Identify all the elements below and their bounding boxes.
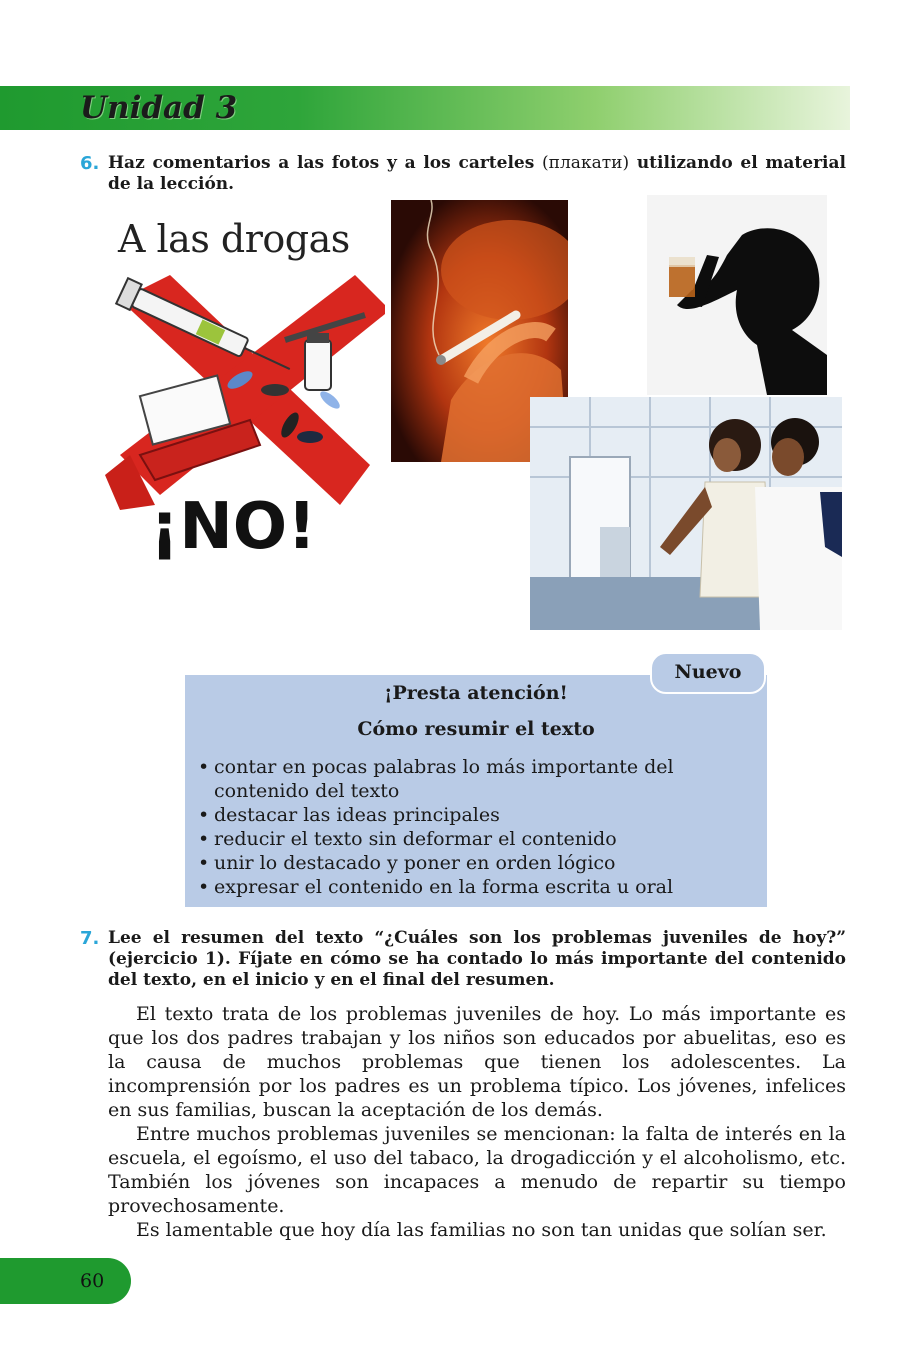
unit-title: Unidad 3 <box>80 90 238 126</box>
silhouette-illustration <box>647 195 827 395</box>
teenagers-illustration <box>530 397 842 630</box>
summary-paragraph: Entre muchos problemas juveniles se mencionan: la falta de interés en la escuela, el egoísmo, el uso del tabaco, la drogadicción y el alcoholismo, etc. También los jóvenes son incapaces a menudo de repartir su tiempo provechosamente. <box>108 1123 846 1217</box>
exercise-7-number: 7. <box>80 928 100 949</box>
summary-paragraph: Es lamentable que hoy día las familias no son tan unidas que solían ser. <box>136 1219 827 1241</box>
exercise-6-text-translation: (плакати) <box>542 153 630 173</box>
photo-alcohol-silhouette <box>647 195 827 395</box>
new-badge: Nuevo <box>650 652 766 694</box>
exercise-6-text-part2: utilizando el material de la lección. <box>108 153 846 194</box>
anti-drug-poster <box>100 205 385 575</box>
list-item: • reducir el texto sin deformar el contenido <box>198 827 763 851</box>
list-item: • destacar las ideas principales <box>198 803 763 827</box>
poster-top-text: A las drogas <box>118 217 350 261</box>
list-item: • contar en pocas palabras lo más importante del contenido del texto <box>198 755 763 803</box>
summary-text <box>108 1002 846 1242</box>
rule-box-list <box>198 755 763 899</box>
exercise-6-number: 6. <box>80 153 100 174</box>
list-item: • unir lo destacado y poner en orden lógico <box>198 851 763 875</box>
page-number-tab <box>0 1258 131 1304</box>
exercise-6-text-part1: Haz comentarios a las fotos y a los carteles <box>108 153 543 173</box>
rule-box-subtitle: Cómo resumir el texto <box>357 718 595 740</box>
rule-box-title: ¡Presta atención! <box>384 682 568 704</box>
exercise-6-instruction <box>108 153 846 195</box>
page-number: 60 <box>80 1270 105 1292</box>
poster-bottom-text: ¡NO! <box>150 490 317 564</box>
photo-teenagers-counter <box>530 397 842 630</box>
summary-paragraph: El texto trata de los problemas juveniles de hoy. Lo más importante es que los dos padres trabajan y los niños son educados por abuelitas, eso es la causa de muchos problemas que tienen los adolescentes. La incomprensión por los padres es un problema típico. Los jóvenes, infelices en sus familias, buscan la aceptación de los demás. <box>108 1003 846 1121</box>
list-item: • expresar el contenido en la forma escrita u oral <box>198 875 763 899</box>
exercise-7-instruction: Lee el resumen del texto “¿Cuáles son los problemas juveniles de hoy?” (ejercicio 1). Fíjate en cómo se ha contado lo más importante del contenido del texto, en el inicio y en el final del resumen. <box>108 928 846 990</box>
